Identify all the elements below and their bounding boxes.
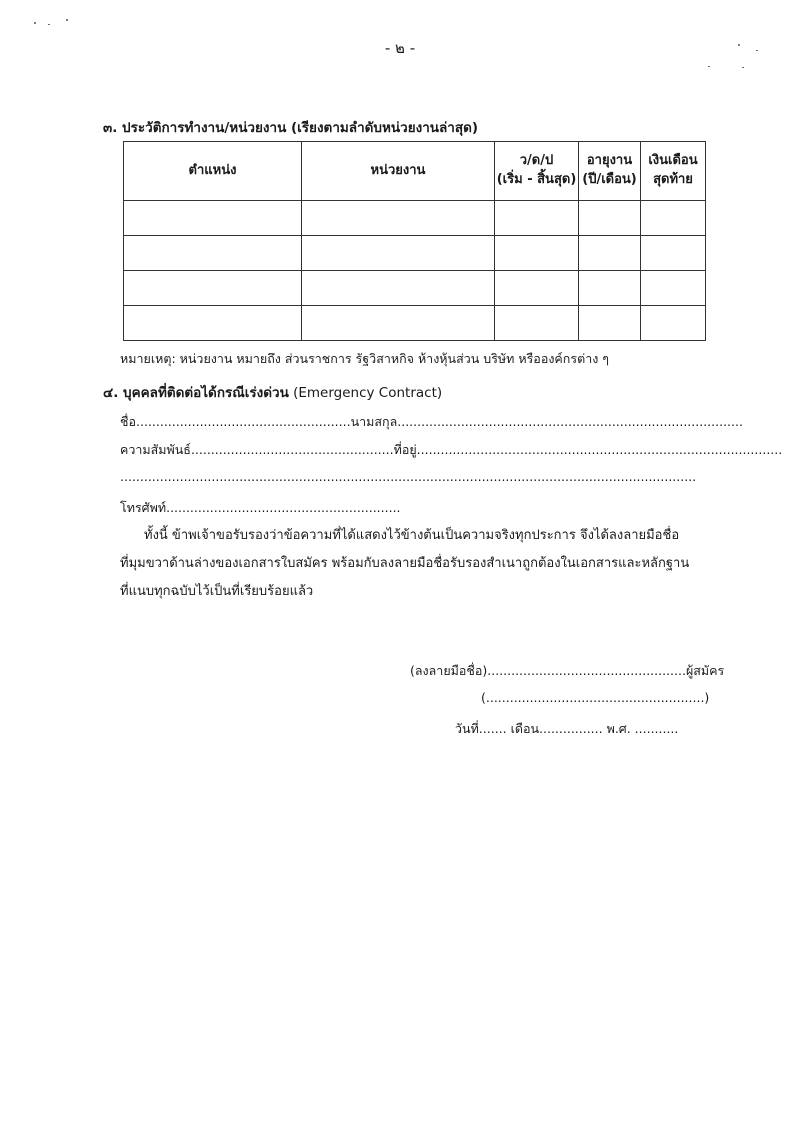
table-cell[interactable] [495, 271, 579, 306]
address-label: ที่อยู่ [393, 442, 417, 457]
table-cell[interactable] [124, 271, 302, 306]
signature-field[interactable]: .................................................. [487, 663, 686, 678]
declaration-line-3: ที่แนบทุกฉบับไว้เป็นที่เรียบร้อยแล้ว [120, 584, 314, 599]
section4-heading-bold: ๔. บุคคลที่ติดต่อได้กรณีเร่งด่วน [103, 385, 289, 401]
col-header-agency [302, 142, 495, 201]
table-header-row [124, 142, 706, 201]
table-cell[interactable] [302, 201, 495, 236]
scan-speck [34, 22, 36, 24]
scan-speck [48, 24, 50, 25]
col-header-text: อายุงาน [586, 153, 633, 169]
phone-field[interactable]: ........................................................... [166, 500, 401, 515]
name-label: ชื่อ [120, 414, 136, 429]
table-cell[interactable] [641, 236, 706, 271]
scan-speck [742, 67, 744, 68]
col-header-tenure [579, 142, 641, 201]
relation-field[interactable]: ................................................... [190, 442, 394, 457]
table-cell[interactable] [124, 201, 302, 236]
contact-relation-line [120, 440, 782, 460]
declaration-paragraph [120, 522, 705, 606]
table-cell[interactable] [495, 236, 579, 271]
col-header-text: หน่วยงาน [370, 162, 426, 178]
applicant-label: ผู้สมัคร [685, 663, 725, 678]
page-number: - ๒ - [384, 39, 416, 57]
declaration-line-1: ทั้งนี้ ข้าพเจ้าขอรับรองว่าข้อความที่ได้แสดงไว้ข้างต้นเป็นความจริงทุกประการ จึงได้ลงลายมือชื่อ [144, 528, 680, 543]
section3-heading: ๓. ประวัติการทำงาน/หน่วยงาน (เรียงตามลำดับหน่วยงานล่าสุด) [103, 120, 479, 136]
table-cell[interactable] [641, 201, 706, 236]
address-field-2[interactable]: ................................................................................................................................................. [120, 469, 697, 484]
table-row [124, 201, 706, 236]
signature-name-field[interactable]: (.......................................................) [481, 690, 710, 705]
table-cell[interactable] [579, 201, 641, 236]
table-cell[interactable] [302, 271, 495, 306]
section4-heading [103, 381, 442, 403]
col-header-salary [641, 142, 706, 201]
col-header-position [124, 142, 302, 201]
col-header-subtext: สุดท้าย [653, 172, 693, 187]
work-history-table [123, 141, 706, 341]
contact-name-line [120, 412, 743, 432]
col-header-date [495, 142, 579, 201]
table-row [124, 306, 706, 341]
table-cell[interactable] [579, 236, 641, 271]
table-cell[interactable] [495, 201, 579, 236]
address-continuation-line [120, 469, 696, 484]
scan-speck [708, 66, 710, 67]
surname-label: นามสกุล [350, 414, 398, 429]
col-header-text: เงินเดือน [648, 153, 698, 169]
contact-phone-line [120, 498, 401, 518]
phone-label: โทรศัพท์ [120, 500, 167, 515]
table-cell[interactable] [302, 306, 495, 341]
col-header-text: ว/ด/ป [519, 153, 554, 169]
name-field[interactable]: ...................................................... [136, 414, 351, 429]
col-header-subtext: (เริ่ม - สิ้นสุด) [496, 172, 577, 187]
table-cell[interactable] [641, 271, 706, 306]
table-cell[interactable] [124, 306, 302, 341]
surname-field[interactable]: ....................................................................................... [397, 414, 743, 429]
declaration-line-2: ที่มุมขวาด้านล่างของเอกสารใบสมัคร พร้อมกับลงลายมือชื่อรับรองสำเนาถูกต้องในเอกสารและหลักฐาน [120, 556, 690, 571]
table-cell[interactable] [495, 306, 579, 341]
signature-line [410, 661, 724, 681]
col-header-subtext: (ปี/เดือน) [582, 172, 637, 187]
address-field[interactable]: ............................................................................................ [416, 442, 783, 457]
section4-heading-rest: (Emergency Contract) [293, 385, 443, 401]
table-note: หมายเหตุ: หน่วยงาน หมายถึง ส่วนราชการ รัฐวิสาหกิจ ห้างหุ้นส่วน บริษัท หรือองค์กรต่าง ๆ [120, 351, 610, 366]
table-cell[interactable] [641, 306, 706, 341]
signature-date-line[interactable]: วันที่....... เดือน................ พ.ศ. ........... [455, 721, 679, 736]
col-header-text: ตำแหน่ง [188, 162, 237, 178]
table-cell[interactable] [579, 306, 641, 341]
table-cell[interactable] [302, 236, 495, 271]
table-cell[interactable] [124, 236, 302, 271]
table-row [124, 236, 706, 271]
table-cell[interactable] [579, 271, 641, 306]
table-row [124, 271, 706, 306]
sign-prefix: (ลงลายมือชื่อ) [410, 663, 488, 678]
scan-speck [66, 19, 68, 21]
relation-label: ความสัมพันธ์ [120, 442, 191, 457]
